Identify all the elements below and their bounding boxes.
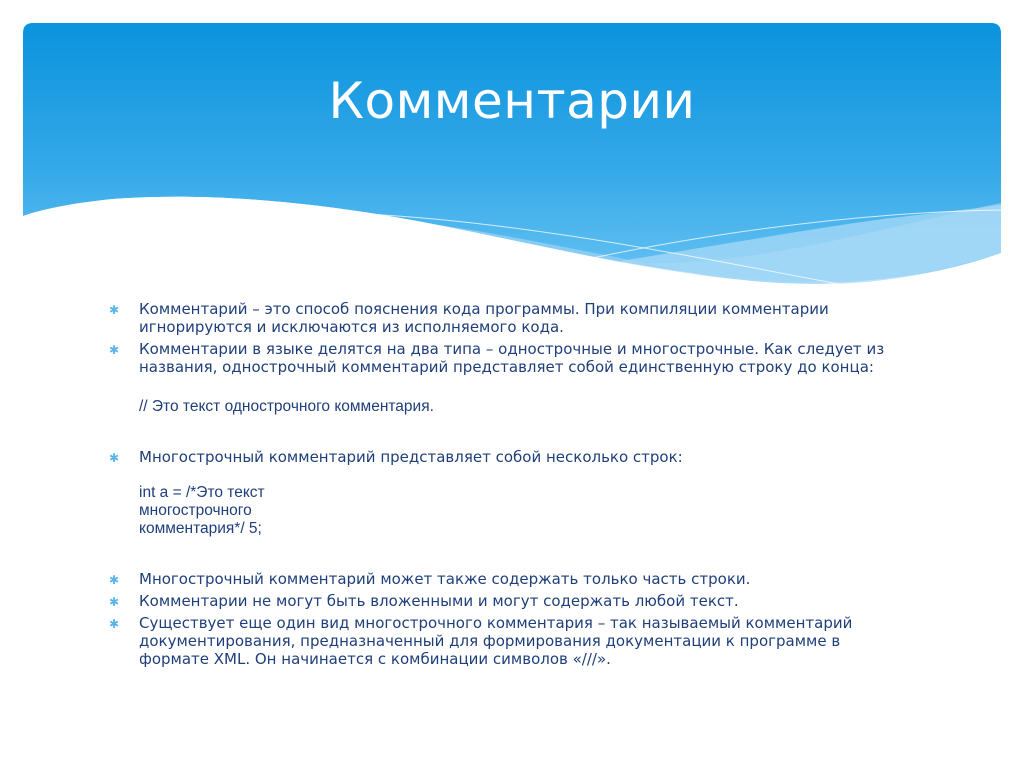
code-multi-line: комментария*/ 5; [139, 520, 262, 537]
asterisk-icon: ✱ [109, 573, 120, 587]
code-single-line-comment: // Это текст однострочного комментария. [139, 398, 434, 415]
bullet-item-6 [105, 614, 905, 668]
bullet-item-2 [105, 340, 905, 376]
asterisk-icon: ✱ [109, 451, 120, 465]
bullet-item-5 [105, 592, 905, 610]
asterisk-icon: ✱ [109, 617, 120, 631]
bullet-item-1 [105, 300, 905, 336]
bullet-item-4 [105, 570, 905, 588]
asterisk-icon: ✱ [109, 303, 120, 317]
bullet-text-line: документирования, предназначенный для формирования документации к программе в [139, 632, 841, 650]
asterisk-icon: ✱ [109, 343, 120, 357]
bullet-text-line: Многострочный комментарий может также содержать только часть строки. [139, 570, 751, 588]
bullet-text-line: Существует еще один вид многострочного комментария – так называемый комментарий [139, 614, 853, 632]
bullet-item-3 [105, 448, 905, 466]
slide-title: Комментарии [328, 72, 696, 130]
bullet-text-line: названия, однострочный комментарий представляет собой единственную строку до конца: [139, 358, 874, 376]
bullet-text-line: Комментарии в языке делятся на два типа – однострочные и многострочные. Как следует из [139, 340, 885, 358]
bullet-text-line: Комментарии не могут быть вложенными и могут содержать любой текст. [139, 592, 739, 610]
wave-background [23, 23, 1001, 293]
asterisk-icon: ✱ [109, 595, 120, 609]
bullet-text-line: Многострочный комментарий представляет собой несколько строк: [139, 448, 683, 466]
bullet-text-line: игнорируются и исключаются из исполняемого кода. [139, 318, 564, 336]
header-band [23, 23, 1001, 293]
slide-body [105, 300, 905, 672]
code-multi-line: многострочного [139, 502, 252, 519]
bullet-text-line: Комментарий – это способ пояснения кода программы. При компиляции комментарии [139, 300, 829, 318]
code-multi-line: int a = /*Это текст [139, 484, 265, 501]
bullet-text-line: формате XML. Он начинается с комбинации символов «///». [139, 650, 611, 668]
